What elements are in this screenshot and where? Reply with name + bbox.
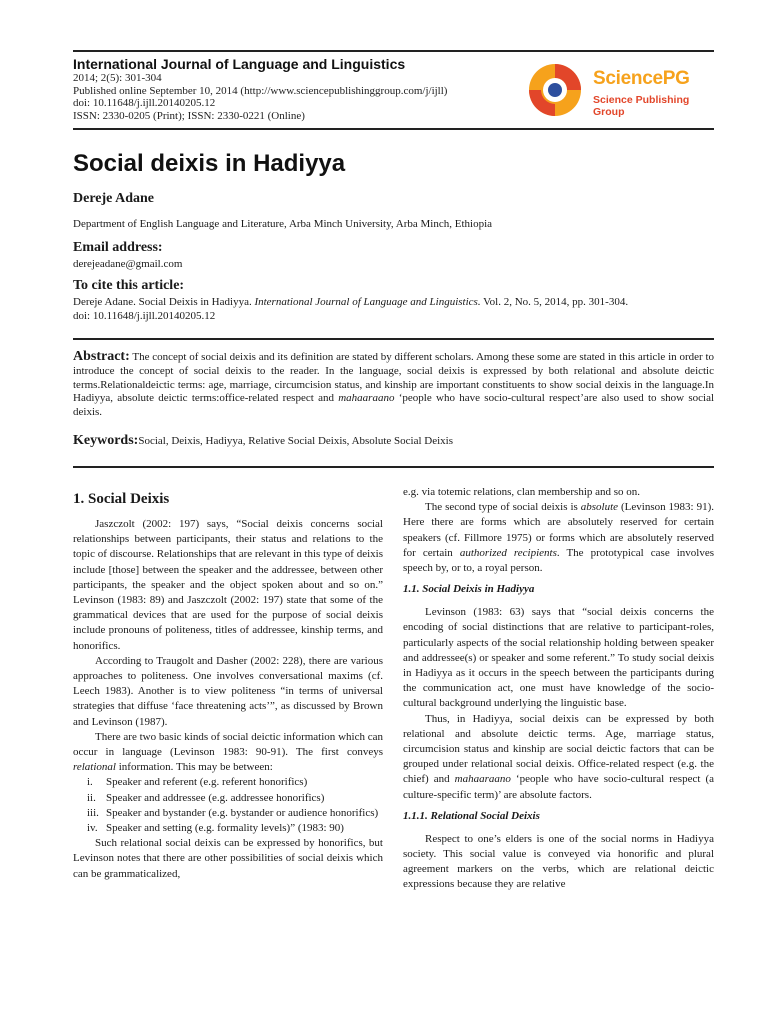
citation-text	[73, 296, 713, 309]
list-number: iv.	[87, 822, 98, 835]
logo-name: SciencePG	[593, 68, 690, 89]
abstract-text-b: ‘people who have socio-cultural respect’are also used to show social deixis.	[73, 392, 715, 419]
abstract	[73, 350, 714, 420]
keywords-label: Keywords:	[73, 433, 139, 448]
header-rule	[73, 128, 714, 130]
abstract-text-a: The concept of social deixis and its definition are stated by different scholars. Among these some are stated in this article in order to introduce the concept of social deixis to the reader. In the language, social deixis is expressed by both relational and absolute deictic terms.Relationaldeictic terms: age, marriage, circumcision status, and kinship are important constituents to show social deixis in the language.In Hadiyya, absolute deictic terms:office-related respect and	[73, 351, 714, 405]
section-heading-social-deixis: 1. Social Deixis	[73, 491, 170, 507]
abstract-text-italic: mahaaraano	[338, 392, 395, 405]
right-column	[403, 485, 714, 893]
sciencepg-logo	[527, 62, 717, 118]
published-info: Published online September 10, 2014 (http://www.sciencepublishinggroup.com/j/ijll)	[73, 84, 448, 97]
paragraph: Respect to one’s elders is one of the social norms in Hadiyya society. This social value is conveyed via honorific and plural agreement markers on the verbs, which are relational deictic expressions because they are relative	[403, 832, 714, 891]
doi-info: doi: 10.11648/j.ijll.20140205.12	[73, 97, 216, 110]
paragraph	[73, 730, 383, 776]
abstract-rule	[73, 338, 714, 340]
list-number: i.	[87, 776, 93, 789]
sciencepg-logo-icon	[527, 62, 583, 118]
citation-prefix: Dereje Adane. Social Deixis in Hadiyya.	[73, 296, 255, 308]
list-number: ii.	[87, 791, 96, 804]
issue-info: 2014; 2(5): 301-304	[73, 72, 162, 84]
top-rule	[73, 50, 714, 52]
paragraph-text: . The prototypical case involves speech by, or to, a royal person.	[403, 546, 714, 575]
email-address[interactable]: derejeadane@gmail.com	[73, 258, 183, 270]
citation-journal: International Journal of Language and Linguistics.	[254, 296, 481, 308]
paragraph: Levinson (1983: 63) says that “social deixis concerns the encoding of social distinctions that are relative to participant-roles, particularly aspects of the social relationship holding between speaker and addressee(s) or speaker and some referent.” To study social deixis in Hadiyya as it occurs in the speech between the participants during the communication act, one must have knowledge of the socio-cultural background underlying the linguistic base.	[403, 606, 714, 710]
paragraph-text: information. This may be between:	[115, 761, 273, 774]
paragraph-text: Thus, in Hadiyya, social deixis can be expressed by both relational and absolute deictic terms. Age, marriage status, circumcision status and kinship are social deictic factors that can be grouped under relational social deixis. Office-related respect (e.g. the chief) and	[403, 712, 714, 786]
journal-title: International Journal of Language and Linguistics	[73, 56, 406, 72]
logo-subtitle: Science Publishing Group	[593, 94, 690, 118]
paragraph-italic: absolute	[580, 501, 619, 514]
subsection-heading-relational: 1.1.1. Relational Social Deixis	[403, 809, 540, 822]
subsection-heading-hadiyya: 1.1. Social Deixis in Hadiyya	[403, 583, 535, 596]
paragraph-text: There are two basic kinds of social deictic information which can occur in language (Levinson 1983: 90-91). The first conveys	[73, 730, 383, 759]
paragraph: Jaszczolt (2002: 197) says, “Social deixis concerns social relationships between participants, their status and relations to the topic of discourse. Relationships that are relevant in this type of deixis include [those] between the speaker and the addressee, between other participants, the speaker and the object spoken about and so on.” Levinson (1983: 89) and Jaszczolt (2002: 197) state that some of the grammatical devices that are used for the purpose of social deixis include pronouns of politeness, titles of addressee, kinship terms, and honorifics.	[73, 518, 383, 652]
paragraph-text: The second type of social deixis is	[425, 501, 581, 514]
list-text: Speaker and referent (e.g. referent honorifics)	[106, 776, 308, 789]
list-text: Speaker and addressee (e.g. addressee honorifics)	[106, 791, 325, 804]
paragraph-text: (Levinson 1983: 91). Here there are forms which are absolutely reserved for certain speakers (cf. Fillmore 1975) or forms which are absolutely reserved for certain	[403, 501, 714, 559]
list-item	[73, 806, 383, 821]
abstract-label: Abstract:	[73, 349, 130, 364]
list-item	[73, 791, 383, 806]
list-item	[73, 821, 383, 836]
paragraph	[403, 712, 714, 803]
citation-suffix: Vol. 2, No. 5, 2014, pp. 301-304.	[480, 296, 629, 308]
list-number: iii.	[87, 806, 99, 819]
paragraph: e.g. via totemic relations, clan membership and so on.	[403, 486, 641, 498]
list-item	[73, 775, 383, 790]
author-name: Dereje Adane	[73, 191, 154, 206]
issn-info: ISSN: 2330-0205 (Print); ISSN: 2330-0221 (Online)	[73, 109, 305, 122]
email-heading: Email address:	[73, 240, 163, 255]
left-column	[73, 485, 383, 882]
body-rule	[73, 466, 714, 468]
paragraph	[403, 500, 714, 576]
paragraph-text: ‘people who have socio-cultural respect (a culture-specific term)’ are absolute factors.	[403, 773, 714, 801]
paragraph-italic: relational	[73, 761, 116, 774]
list-text: Speaker and setting (e.g. formality levels)” (1983: 90)	[106, 822, 344, 835]
paragraph-italic: authorized recipients	[459, 546, 557, 559]
article-title: Social deixis in Hadiyya	[73, 150, 346, 177]
keywords	[73, 433, 714, 449]
paragraph-italic: mahaaraano	[454, 773, 511, 786]
paragraph: Such relational social deixis can be expressed by honorifics, but Levinson notes that there are other possibilities of social deixis which can be grammaticalized,	[73, 837, 383, 880]
citation-doi[interactable]: doi: 10.11648/j.ijll.20140205.12	[73, 310, 216, 322]
list-text: Speaker and bystander (e.g. bystander or audience honorifics)	[106, 806, 379, 819]
keywords-text: Social, Deixis, Hadiyya, Relative Social Deixis, Absolute Social Deixis	[138, 435, 453, 447]
cite-heading: To cite this article:	[73, 278, 185, 293]
author-affiliation: Department of English Language and Literature, Arba Minch University, Arba Minch, Ethiopia	[73, 218, 493, 230]
paragraph: According to Traugolt and Dasher (2002: 228), there are various approaches to politeness. One involves conversational maxims (cf. Leech 1983). Another is to view politeness “in terms of universal strategies that diffuse ‘face threatening acts’”, as discussed by Brown and Levinson (1987).	[73, 654, 383, 728]
relational-list	[73, 775, 383, 836]
journal-header	[73, 56, 513, 122]
